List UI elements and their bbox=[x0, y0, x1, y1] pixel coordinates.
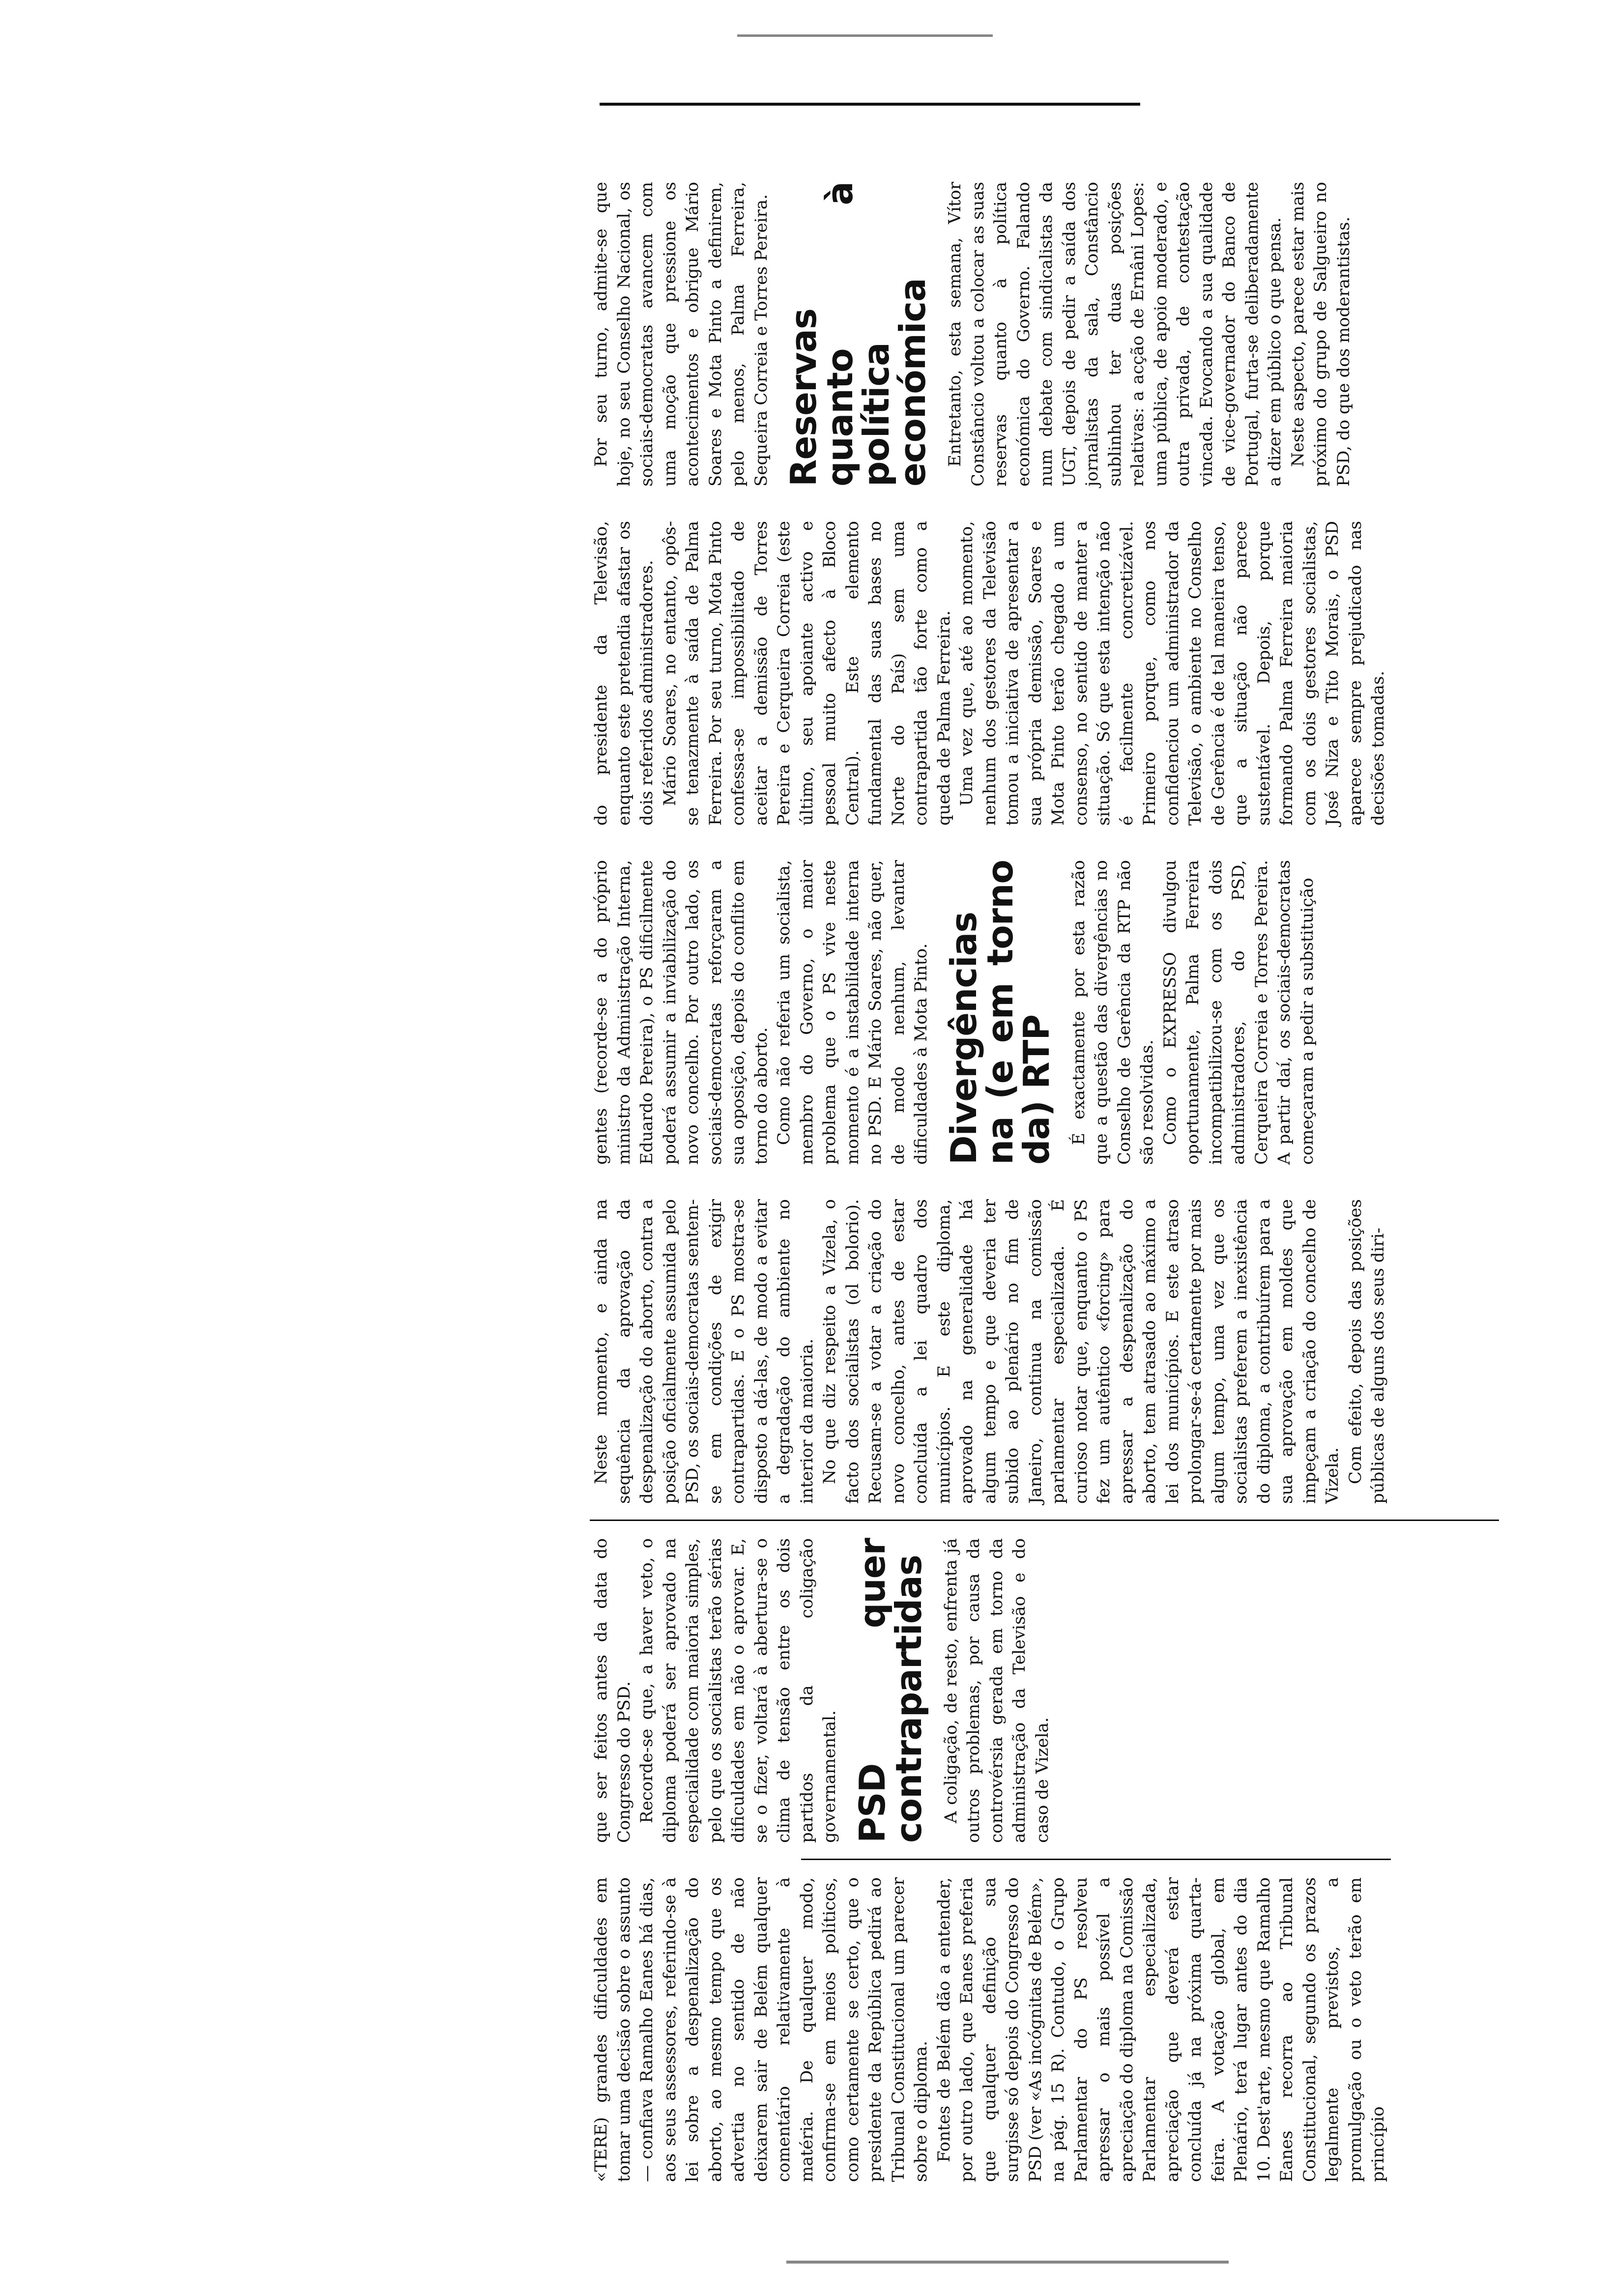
scan-edge-top bbox=[737, 34, 993, 37]
column-5 bbox=[590, 521, 1390, 826]
column-3 bbox=[590, 1199, 1390, 1504]
column-6 bbox=[590, 182, 1355, 487]
paragraph: Como não referia um socialista, membro do Governo, o maior problema que o PS vive neste momento é a instabilidade interna no PSD. E Mário Soares, não quer, de modo nenhum, levantar dificuldades à Mota Pinto. bbox=[774, 860, 931, 1165]
section-heading: Reservas quanto à política económica bbox=[783, 182, 933, 487]
column-1 bbox=[590, 1877, 1390, 2182]
paragraph: Por seu turno, admite-se que hoje, no seu Conselho Nacional, os sociais-democratas avancem com uma moção que pressione os acontecimentos e obrigue Mário Soares e Mota Pinto a definirem, pelo menos, Palma Ferreira, Sequeira Correia e Torres Pereira. bbox=[591, 182, 771, 487]
paragraph: gentes (recorde-se a do próprio ministro da Administração Interna, Eduardo Pereira), o PS dificilmente poderá assumir a inviabilização do novo concelho. Por outro lado, os sociais-democratas reforçaram a sua oposição, depois do conflito em torno do aborto. bbox=[591, 860, 771, 1165]
rotated-article bbox=[590, 98, 1504, 2182]
paragraph: «TERE) grandes dificuldades em tomar uma decisão sobre o assunto — confiava Ramalho Eanes há dias, aos seus assessores, referindo-se à lei sobre a despenalização do aborto, ao mesmo tempo que os advertia no sentido de não deixarem sair de Belém qualquer comentário relativamente à matéria. De qualquer modo, confirma-se em meios políticos, como certamente se certo, que o presidente da República pedirá ao Tribunal Constitucional um parecer sobre o diploma. bbox=[591, 1877, 931, 2182]
section-heading: Divergências na (e em torno da) RTP bbox=[943, 860, 1057, 1165]
paragraph: É exactamente por esta razão que a questão das divergências no Conselho de Gerência da RTP não são resolvidas. bbox=[1068, 860, 1157, 1165]
scan-edge-bottom bbox=[786, 2261, 1229, 2264]
paragraph: A coligação, de resto, enfrenta já outros problemas, por causa da controvérsia gerada em torno da administração da Televisão e do caso de Vizela. bbox=[941, 1538, 1052, 1843]
paragraph: Como o EXPRESSO divulgou oportunamente, Palma Ferreira incompatibilizou-se com os dois administradores, do PSD, Cerqueira Correia e Torres Pereira. A partir daí, os sociais-democratas começaram a pedir a substituição bbox=[1160, 860, 1317, 1165]
paragraph: Neste momento, e ainda na sequência da aprovação da despenalização do aborto, contra a posição oficialmente assumida pelo PSD, os sociais-democratas sentem-se em condições de exigir contrapartidas. E o PS mostra-se disposto a dá-las, de modo a evitar a degradação do ambiente no interior da maioria. bbox=[591, 1199, 817, 1504]
paragraph: No que diz respeito a Vizela, o facto dos socialistas (ol bolorio). Recusam-se a votar a criação do novo concelho, antes de estar concluída a lei quadro dos municípios. E este diploma, aprovado na generalidade há algum tempo e que deveria ter subido ao plenário no fim de Janeiro, continua na comissão parlamentar especializada. É curioso notar que, enquanto o PS fez um autêntico «forcing» para apressar a despenalização do aborto, tem atrasado ao máximo a lei dos municípios. E este atraso prolongar-se-á certamente por mais algum tempo, uma vez que os socialistas preferem a inexistência do diploma, a contribuírem para a sua aprovação em moldes que impeçam a criação do concelho de Vizela. bbox=[820, 1199, 1342, 1504]
section-heading: PSD quer contrapartidas bbox=[851, 1538, 929, 1843]
paragraph: Neste aspecto, parece estar mais próximo do grupo de Salgueiro no PSD, do que dos moderantistas. bbox=[1288, 182, 1353, 487]
paragraph: que ser feitos antes da data do Congresso do PSD. bbox=[591, 1538, 634, 1843]
column-rule bbox=[801, 1859, 1391, 1860]
column-4 bbox=[590, 860, 1319, 1165]
paragraph: do presidente da Televisão, enquanto este pretendia afastar os dois referidos administradores. bbox=[591, 521, 657, 826]
paragraph: Recorde-se que, a haver veto, o diploma poderá ser aprovado na especialidade com maioria simples, pelo que os socialistas terão sérias dificuldades em não o aprovar. E, se o fizer, voltará à abertura-se o clima de tensão entre os dois partidos da coligação governamental. bbox=[637, 1538, 839, 1843]
column-rule bbox=[590, 1520, 1499, 1521]
paragraph: Entretanto, esta semana, Vítor Constâncio voltou a colocar as suas reservas quanto à política económica do Governo. Falando num debate com sindicalistas da UGT, depois de pedir a saída dos jornalistas da sala, Constâncio sublinhou ter duas posições relativas: a acção de Ernâni Lopes: uma pública, de apoio moderado, e outra privada, de contestação vincada. Evocando a sua qualidade de vice-governador do Banco de Portugal, furta-se deliberadamente a dizer em público o que pensa. bbox=[945, 182, 1285, 487]
paragraph: Uma vez que, até ao momento, nenhum dos gestores da Televisão tomou a iniciativa de apresentar a sua própria demissão, Soares e Mota Pinto terão chegado a um consenso, no sentido de manter a situação. Só que esta intenção não é facilmente concretizável. Primeiro porque, como nos confidenciou um administrador da Televisão, o ambiente no Conselho de Gerência é de tal maneira tenso, que a situação não parece sustentável. Depois, porque formando Palma Ferreira maioria com os dois gestores socialistas, José Niza e Tito Morais, o PSD aparece sempre prejudicado nas decisões tomadas. bbox=[957, 521, 1388, 826]
paragraph: Com efeito, depois das posições públicas de alguns dos seus diri- bbox=[1345, 1199, 1388, 1504]
paragraph: Fontes de Belém dão a entender, por outro lado, que Eanes preferia que qualquer definição sua surgisse só depois do Congresso do PSD (ver «As incógnitas de Belém», na pág. 15 R). Contudo, o Grupo Parlamentar do PS resolveu apressar o mais possível a apreciação do diploma na Comissão Parlamentar especializada, apreciação que deverá estar concluída já na próxima quarta-feira. A votação global, em Plenário, terá lugar antes do dia 10. Dest'arte, mesmo que Ramalho Eanes recorra ao Tribunal Constitucional, segundo os prazos legalmente previstos, a promulgação ou o veto terão em princípio bbox=[934, 1877, 1388, 2182]
paragraph: Mário Soares, no entanto, opôs-se tenazmente à saída de Palma Ferreira. Por seu turno, Mota Pinto confessa-se impossibilitado de aceitar a demissão de Torres Pereira e Cerqueira Correia (este último, seu apoiante activo e pessoal muito afecto à Bloco Central). Este elemento fundamental das suas bases no Norte do País) sem uma contrapartida tão forte como a queda de Palma Ferreira. bbox=[660, 521, 954, 826]
column-rule bbox=[600, 103, 1140, 106]
column-2 bbox=[590, 1538, 1054, 1843]
